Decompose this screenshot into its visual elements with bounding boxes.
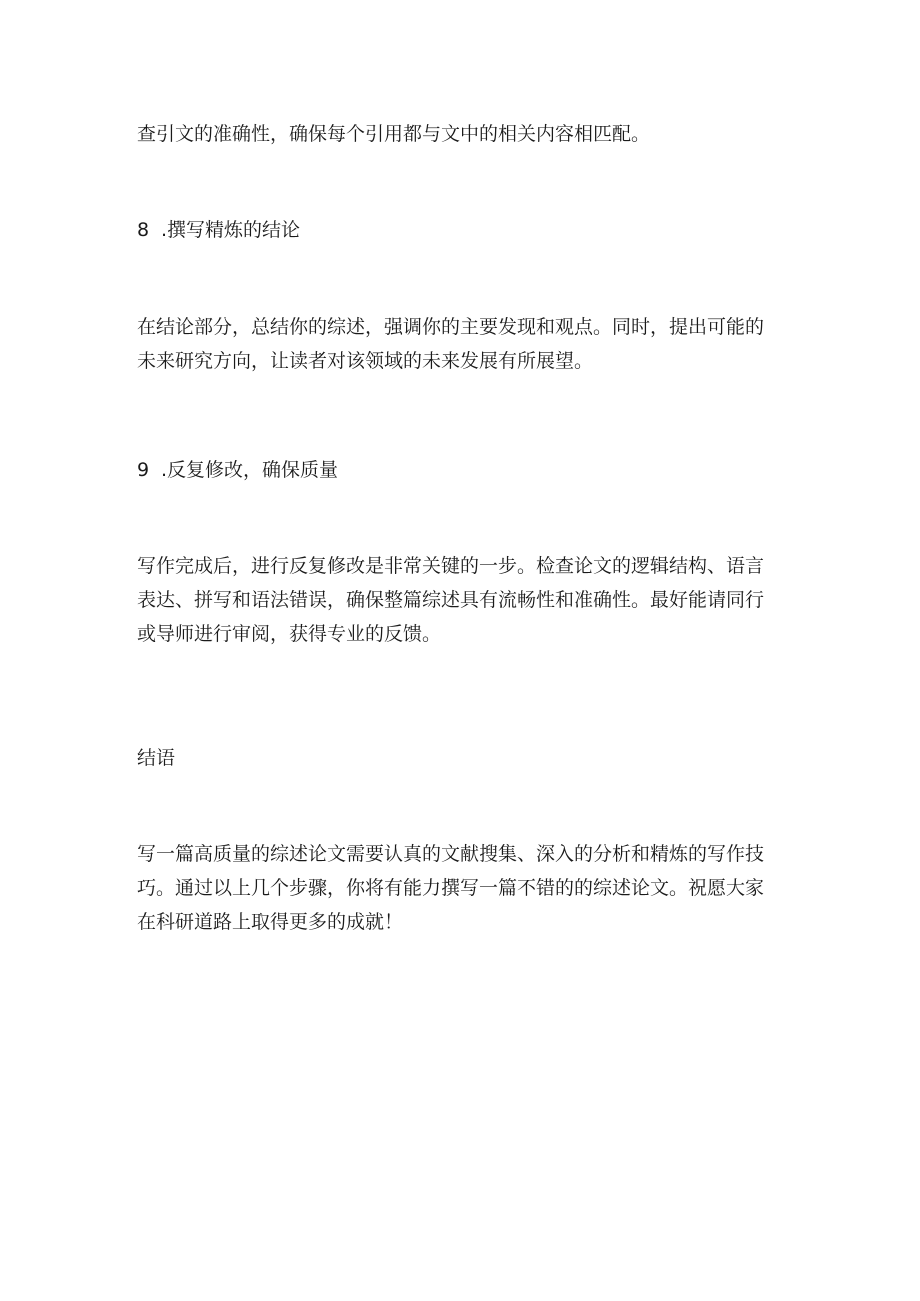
paragraph-conclusion-writing: 在结论部分，总结你的综述，强调你的主要发现和观点。同时，提出可能的未来研究方向，让读者对该领域的未来发展有所展望。 — [137, 316, 765, 372]
section-title-8: .撰写精炼的结论 — [161, 219, 301, 241]
section-heading-9 — [137, 453, 782, 487]
paragraph-revision: 写作完成后，进行反复修改是非常关键的一步。检查论文的逻辑结构、语言表达、拼写和语法错误，确保整篇综述具有流畅性和准确性。最好能请同行或导师进行审阅，获得专业的反馈。 — [137, 555, 765, 645]
paragraph-citation-check: 查引文的准确性，确保每个引用都与文中的相关内容相匹配。 — [137, 123, 651, 145]
paragraph-final-conclusion: 写一篇高质量的综述论文需要认真的文献搜集、深入的分析和精炼的写作技巧。通过以上几个步骤，你将有能力撰写一篇不错的的综述论文。祝愿大家在科研道路上取得更多的成就！ — [137, 843, 765, 933]
section-heading-8 — [137, 213, 782, 247]
section-number-8: 8 — [137, 219, 150, 241]
conclusion-heading: 结语 — [137, 747, 176, 769]
section-title-9: .反复修改，确保质量 — [161, 459, 339, 481]
section-number-9: 9 — [137, 459, 150, 481]
